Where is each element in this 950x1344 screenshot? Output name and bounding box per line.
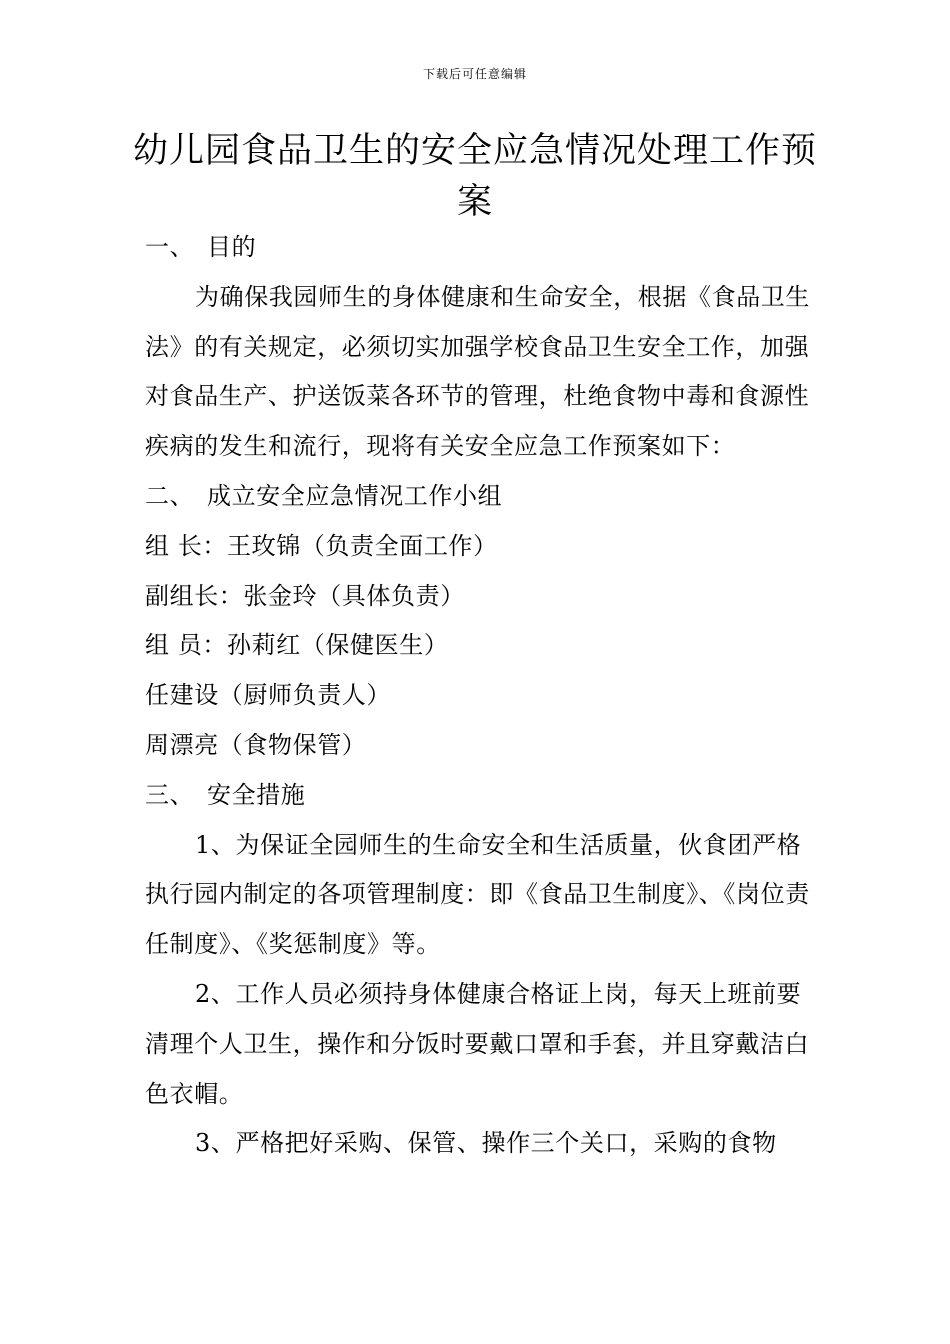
section-title-1: 目的 — [207, 233, 257, 261]
document-title: 幼儿园食品卫生的安全应急情况处理工作预案 — [132, 131, 817, 222]
document-body — [145, 223, 810, 1169]
section-number-2: 二、 — [145, 481, 195, 510]
measure-item: 2、工作人员必须持身体健康合格证上岗，每天上班前要清理个人卫生，操作和分饭时要戴口罩和手套，并且穿戴洁白色衣帽。 — [145, 979, 810, 1108]
section-heading-2 — [145, 472, 810, 522]
section-heading-3 — [145, 771, 810, 821]
section-title-2: 成立安全应急情况工作小组 — [207, 481, 503, 510]
team-member-line: 组 员：孙莉红（保健医生） — [145, 631, 449, 660]
team-member-line: 组 长：王玫锦（负责全面工作） — [145, 531, 498, 560]
team-member-line: 副组长：张金玲（具体负责） — [145, 581, 465, 610]
section-title-3: 安全措施 — [207, 780, 306, 809]
header-note: 下载后可任意编辑 — [422, 67, 527, 81]
team-member-line: 任建设（厨师负责人） — [145, 681, 391, 710]
purpose-paragraph: 为确保我园师生的身体健康和生命安全，根据《食品卫生法》的有关规定，必须切实加强学校食品卫生安全工作，加强对食品生产、护送饭菜各环节的管理，杜绝食物中毒和食源性疾病的发生和流行，现将有关安全应急工作预案如下： — [145, 282, 810, 461]
team-member-line: 周漂亮（食物保管） — [145, 730, 367, 759]
measure-item: 3、严格把好采购、保管、操作三个关口，采购的食物 — [195, 1129, 777, 1158]
section-number-3: 三、 — [145, 780, 195, 809]
measure-item: 1、为保证全园师生的生命安全和生活质量，伙食团严格执行园内制定的各项管理制度：即《食品卫生制度》、《岗位责任制度》、《奖惩制度》等。 — [145, 830, 810, 959]
section-heading-1 — [145, 223, 810, 273]
section-number-1: 一、 — [145, 233, 195, 261]
